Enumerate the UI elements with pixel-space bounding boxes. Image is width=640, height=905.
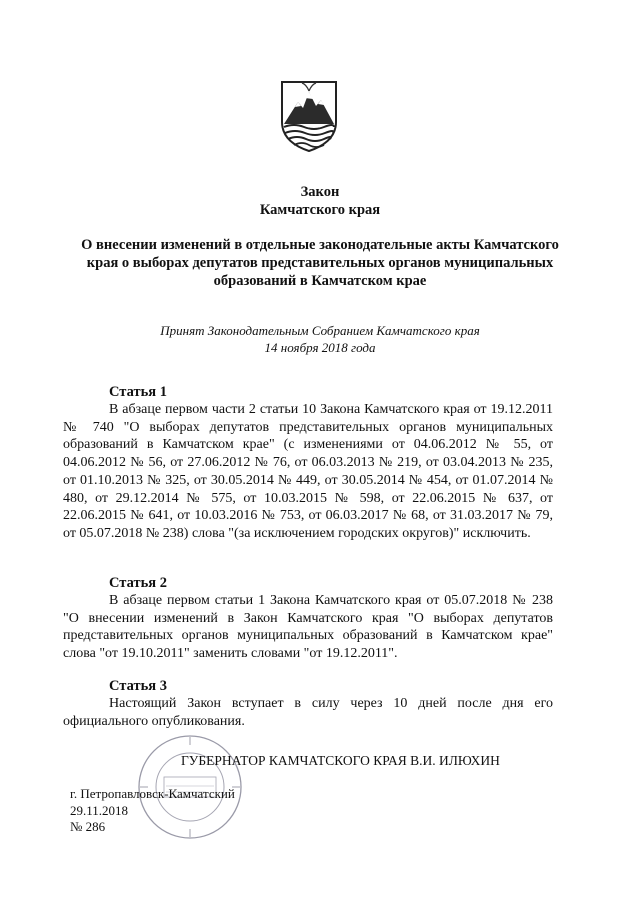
kamchatka-coat-of-arms-icon [278,78,340,154]
article-1-heading: Статья 1 [109,384,167,400]
adoption-note [0,322,640,356]
article-3-text: Настоящий Закон вступает в силу через 10 дней после дня его официального опубликования. [63,696,553,729]
title-line-2: Камчатского края [259,202,381,218]
subtitle-line-1: О внесении изменений в отдельные законодательные акты Камчатского [81,237,559,253]
adoption-line-1: Принят Законодательным Собранием Камчатского края [160,323,480,338]
title-line-1: Закон [300,184,340,200]
signing-date: 29.11.2018 [70,802,129,818]
article-2 [63,574,553,663]
article-2-heading: Статья 2 [109,575,167,591]
article-3 [63,677,553,730]
law-number: № 286 [70,819,106,834]
article-1 [63,383,553,543]
article-1-text: В абзаце первом части 2 статьи 10 Закона Камчатского края от 19.12.2011 № 740 "О выборах депутатов представительных органов муниципальных образований в Камчатском крае" (с изменениями от 04.06.2012 № 55, от 04.06.2012 № 56, от 27.06.2012 № 76, от 06.03.2013 № 219, от 03.04.2013 № 235, от 01.10.2013 № 325, от 30.05.2014 № 449, от 30.05.2014 № 454, от 01.07.2014 № 480, от 29.12.2014 № 575, от 10.03.2015 № 598, от 22.06.2015 № 637, от 22.06.2015 № 641, от 10.03.2016 № 753, от 06.03.2017 № 68, от 31.03.2017 № 79, от 05.07.2018 № 238) слова "(за исключением городских округов)" исключить. [63,402,553,541]
place-and-date [70,786,235,836]
subtitle-line-3: образований в Камчатском крае [213,273,427,289]
governor-signature: ГУБЕРНАТОР КАМЧАТСКОГО КРАЯ В.И. ИЛЮХИН [181,753,500,768]
article-3-heading: Статья 3 [109,678,167,694]
document-subtitle [0,236,640,290]
adoption-date: 14 ноября 2018 года [264,340,376,355]
signing-city: г. Петропавловск-Камчатский [70,786,235,801]
article-2-text: В абзаце первом статьи 1 Закона Камчатского края от 05.07.2018 № 238 "О внесении изменений в Закон Камчатского края "О выборах депутатов представительных органов муниципальных образований в Камчатском крае" слова "от 19.10.2011" заменить словами "от 19.12.2011". [63,593,553,662]
subtitle-line-2: края о выборах депутатов представительных органов муниципальных [86,255,554,271]
document-title [0,183,640,219]
